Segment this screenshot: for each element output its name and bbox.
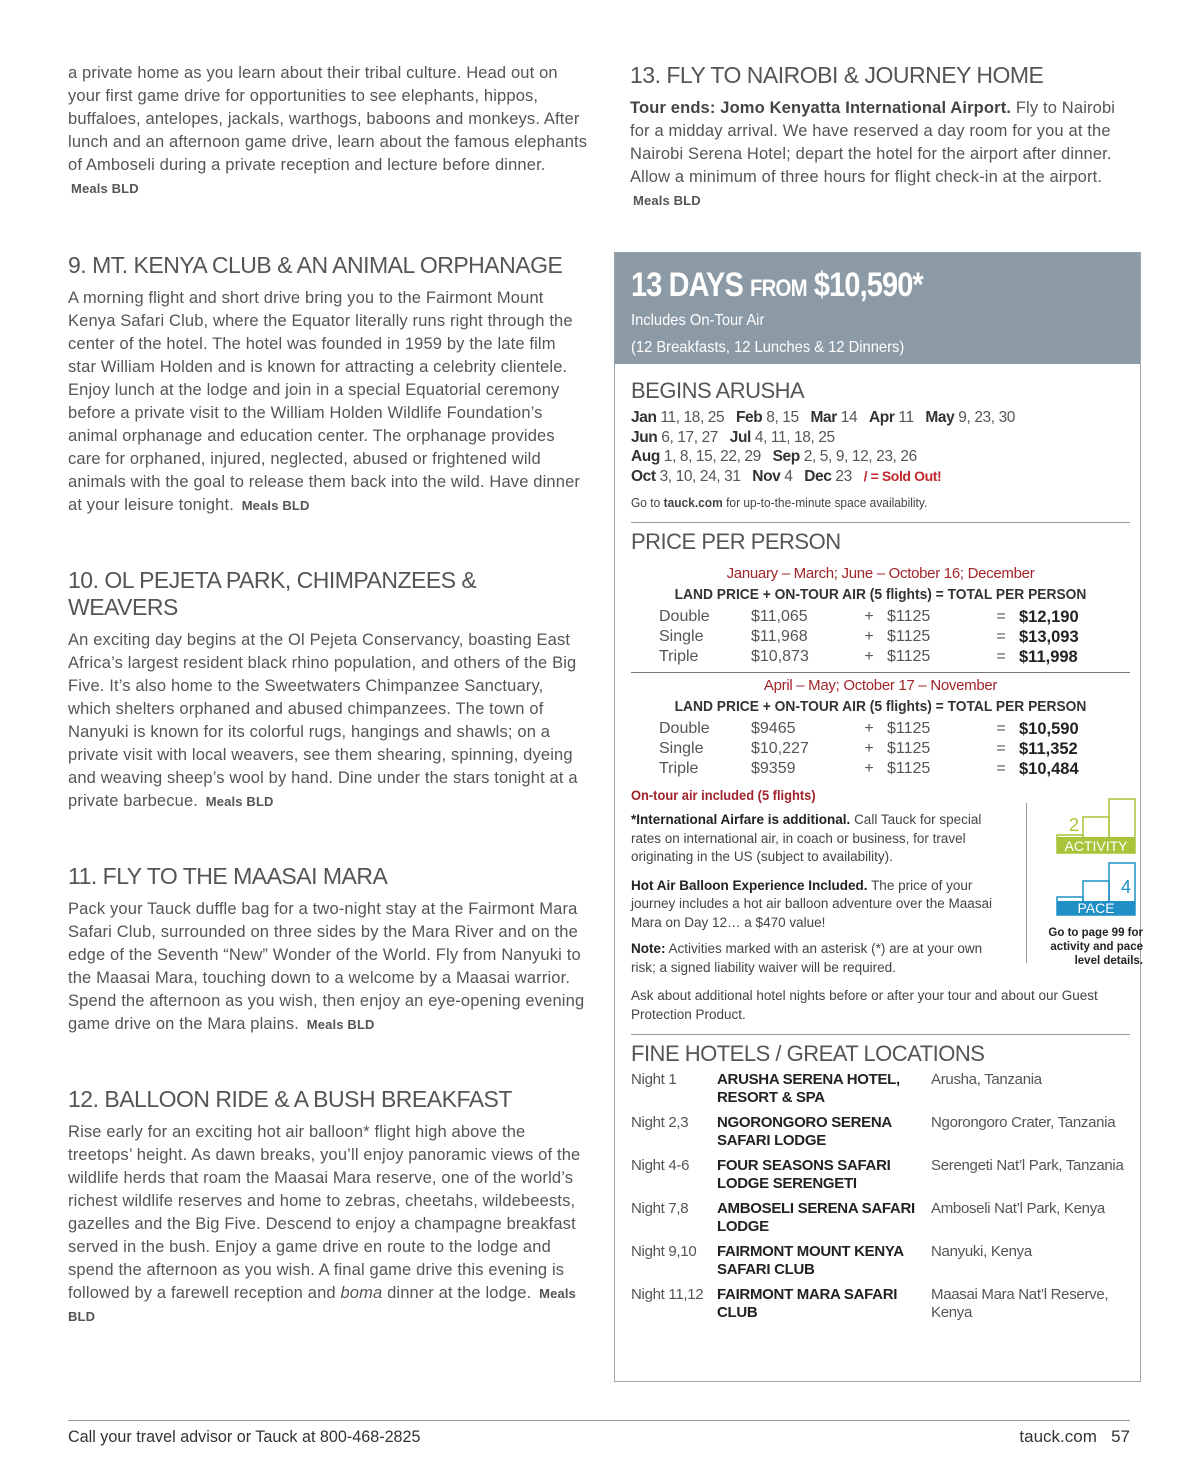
- price-cell-air: $1125: [887, 608, 931, 625]
- price-cell-total: $10,590: [1019, 720, 1079, 738]
- meals-label: Meals BLD: [68, 1286, 576, 1324]
- price-cell-total: $11,998: [1019, 648, 1078, 666]
- hotel-row: [631, 1157, 1130, 1200]
- day-12: [68, 1086, 588, 1328]
- price-cell-total: $11,352: [1019, 740, 1078, 758]
- price-cell-type: Single: [659, 740, 704, 757]
- hotel-row: [631, 1114, 1130, 1157]
- hotels-title: FINE HOTELS / GREAT LOCATIONS: [631, 1041, 985, 1066]
- day-12-text: Rise early for an exciting hot air balloon* flight high above the treetops’ height. As dawn breaks, you’ll enjoy panoramic views of the wildlife herds that roam the Maasai Mara reserve, one of the world’s richest wildlife reserves and home to zebras, cheetahs, wildebeests, gazelles and the Big Five. Descend to enjoy a champagne breakfast served in the bush. Enjoy a game drive en route to the lodge and spend the afternoon as you wish. A final game drive this evening is followed by a farewell reception and: [68, 1123, 581, 1302]
- price-cell-plus: +: [864, 740, 874, 757]
- price-cell-type: Single: [659, 628, 704, 645]
- meals-included: (12 Breakfasts, 12 Lunches & 12 Dinners): [631, 339, 905, 356]
- price-table-1: [659, 607, 1109, 667]
- air-included-note: On-tour air included (5 flights): [631, 787, 816, 803]
- pace-label: PACE: [1077, 900, 1115, 916]
- day-11: [68, 863, 588, 1036]
- pace-icon: [1057, 863, 1135, 916]
- price-table-header: LAND PRICE + ON-TOUR AIR (5 flights) = TOTAL PER PERSON: [674, 698, 1087, 715]
- hotel-night: Night 7,8: [631, 1200, 689, 1217]
- price-cell-plus: +: [864, 648, 874, 665]
- level-badges: [1045, 797, 1145, 968]
- hotel-loc: Amboseli Nat’l Park, Kenya: [931, 1200, 1105, 1217]
- hotel-hotel: NGORONGORO SERENA SAFARI LODGE: [717, 1114, 892, 1149]
- page-footer: [68, 1420, 1130, 1447]
- hotel-hotel: FAIRMONT MOUNT KENYA SAFARI CLUB: [717, 1243, 904, 1278]
- divider: [631, 1034, 1130, 1035]
- price-cell-total: $13,093: [1019, 628, 1079, 646]
- activity-level: 2: [1068, 815, 1080, 835]
- price-cell-land: $9359: [751, 760, 796, 777]
- departure-title: BEGINS ARUSHA: [631, 378, 805, 403]
- headline-price: 13 DAYS FROM $10,590*: [631, 266, 923, 304]
- day-10: [68, 567, 588, 813]
- price-cell-land: $11,968: [751, 628, 808, 645]
- hotel-night: Night 11,12: [631, 1286, 704, 1303]
- price-table-header: LAND PRICE + ON-TOUR AIR (5 flights) = TOTAL PER PERSON: [674, 586, 1087, 603]
- price-cell-air: $1125: [887, 740, 931, 757]
- balloon-note: Hot Air Balloon Experience Included. The price of your journey includes a hot air balloon adventure over the Maasai Mara on Day 12… a $470 value!: [631, 877, 992, 930]
- price-row: [659, 627, 1109, 647]
- meals-label: Meals BLD: [306, 1017, 375, 1032]
- price-cell-air: $1125: [887, 760, 931, 777]
- page-number: 57: [1111, 1427, 1130, 1446]
- hotel-hotel: AMBOSELI SERENA SAFARI LODGE: [717, 1200, 915, 1235]
- price-row: [659, 739, 1109, 759]
- price-cell-total: $12,190: [1019, 608, 1079, 626]
- price-cell-eq: =: [996, 720, 1006, 737]
- hotels-table: [631, 1071, 1130, 1329]
- day-11-title: 11. FLY TO THE MAASAI MARA: [68, 863, 388, 889]
- tauck-link[interactable]: tauck.com: [663, 495, 723, 510]
- price-cell-type: Triple: [659, 648, 699, 665]
- price-cell-land: $10,873: [751, 648, 809, 665]
- hotel-row: [631, 1200, 1130, 1243]
- price-cell-eq: =: [996, 648, 1006, 665]
- hotel-night: Night 1: [631, 1071, 677, 1088]
- price-cell-type: Triple: [659, 760, 699, 777]
- price-cell-land: $11,065: [751, 608, 808, 625]
- day-9: [68, 252, 588, 517]
- activity-pace-graphic: [1045, 797, 1145, 922]
- season-1: January – March; June – October 16; December: [726, 565, 1035, 582]
- day-11-text: Pack your Tauck duffle bag for a two-night stay at the Fairmont Mara Safari Club, surrounded on three sides by the Mara River and on the edge of the Seventh “New” Wonder of the World. Fly from Nanyuki to the Maasai Mara, touching down to a welcome by a Maasai warrior. Spend the afternoon as you wish, then enjoy an eye-opening evening game drive on the Mara plains.: [68, 900, 585, 1033]
- day-9-title: 9. MT. KENYA CLUB & AN ANIMAL ORPHANAGE: [68, 252, 563, 278]
- price-row: [659, 719, 1109, 739]
- hotel-loc: Maasai Mara Nat’l Reserve, Kenya: [931, 1286, 1109, 1321]
- price-title: PRICE PER PERSON: [631, 529, 841, 554]
- day-13: [630, 62, 1135, 212]
- departure-dates: Jan 11, 18, 25 Feb 8, 15 Mar 14 Apr 11 May 9, 23, 30 Jun 6, 17, 27 Jul 4, 11, 18, 25 Aug 1, 8, 15, 22, 29 Sep 2, 5, 9, 12, 23, 26 Oct 3, 10, 24, 31 Nov 4 Dec 23 / = Sold Out!: [631, 409, 1016, 485]
- price-cell-land: $9465: [751, 720, 796, 737]
- day-8-tail: [68, 62, 588, 200]
- hotel-row: [631, 1286, 1130, 1329]
- price-row: [659, 759, 1109, 779]
- hotel-hotel: ARUSHA SERENA HOTEL, RESORT & SPA: [717, 1071, 900, 1106]
- price-cell-eq: =: [996, 740, 1006, 757]
- divider: [631, 672, 1130, 673]
- tour-info-box: [614, 252, 1141, 1382]
- price-cell-type: Double: [659, 608, 710, 625]
- season-2: April – May; October 17 – November: [763, 677, 998, 694]
- price-cell-plus: +: [864, 608, 874, 625]
- price-cell-eq: =: [996, 760, 1006, 777]
- divider: [1026, 803, 1027, 963]
- day-13-text: Fly to Nairobi for a midday arrival. We have reserved a day room for you at the Nairobi Serena Hotel; depart the hotel for the airport after dinner. Allow a minimum of three hours for flight check-in at the airport.: [630, 99, 1116, 186]
- pace-level: 4: [1120, 877, 1131, 897]
- risk-note: Note: Activities marked with an asterisk (*) are at your own risk; a signed liability waiver will be required.: [631, 941, 983, 975]
- price-cell-type: Double: [659, 720, 710, 737]
- day-10-text: An exciting day begins at the Ol Pejeta Conservancy, boasting East Africa’s largest resident black rhino population, and others of the Big Five. It’s also home to the Sweetwaters Chimpanzee Sanctuary, which shelters orphaned and abused chimpanzees. The town of Nanyuki is known for its colorful rugs, hangings and shawls; on a private visit with local weavers, see them shearing, spinning, dyeing and weaving sheep’s wool by hand. Dine under the stars tonight at a private barbecue.: [68, 631, 578, 810]
- hotel-night: Night 4-6: [631, 1157, 690, 1174]
- price-cell-air: $1125: [887, 628, 931, 645]
- day-9-text: A morning flight and short drive bring you to the Fairmont Mount Kenya Safari Club, where the Equator literally runs right through the center of the hotel. The hotel was founded in 1959 by the late film star William Holden and is known for attracting a celebrity clientele. Enjoy lunch at the lodge and join in a special Equatorial ceremony before a private visit to the William Holden Wildlife Foundation’s animal orphanage and education center. The orphanage provides care for orphaned, injured, neglected, abused or frightened wild animals with the goal to release them back into the wild. Have dinner at your leisure tonight.: [68, 289, 581, 514]
- hotel-row: [631, 1071, 1130, 1114]
- activity-icon: [1057, 799, 1135, 854]
- price-row: [659, 607, 1109, 627]
- divider: [631, 522, 1130, 523]
- ask-note: Ask about additional hotel nights before or after your tour and about our Guest Protection Product.: [631, 988, 1098, 1022]
- price-cell-eq: =: [996, 608, 1006, 625]
- meals-label: Meals BLD: [633, 193, 701, 208]
- meals-label: Meals BLD: [71, 181, 139, 196]
- level-note: Go to page 99 for activity and pace level details.: [1048, 927, 1143, 967]
- price-table-2: [659, 719, 1109, 779]
- day-13-title: 13. FLY TO NAIROBI & JOURNEY HOME: [630, 62, 1044, 88]
- price-cell-eq: =: [996, 628, 1006, 645]
- meals-label: Meals BLD: [205, 794, 274, 809]
- availability-note: Go to tauck.com for up-to-the-minute space availability.: [631, 495, 928, 510]
- hotel-loc: Arusha, Tanzania: [931, 1071, 1042, 1088]
- right-column: [630, 62, 1135, 212]
- sold-out-legend: / = Sold Out!: [863, 467, 942, 484]
- hotel-loc: Ngorongoro Crater, Tanzania: [931, 1114, 1116, 1131]
- price-row: [659, 647, 1109, 667]
- intl-airfare-note: *International Airfare is additional. Call Tauck for special rates on international air, in coach or business, for travel originating in the US (subject to availability).: [631, 812, 982, 864]
- left-column: [68, 62, 588, 1328]
- day-13-lead: Tour ends: Jomo Kenyatta International Airport.: [630, 99, 1012, 117]
- footer-site-link[interactable]: tauck.com: [1019, 1427, 1097, 1446]
- price-cell-air: $1125: [887, 648, 931, 665]
- day-12-text-end: dinner at the lodge.: [387, 1284, 532, 1302]
- meals-label: Meals BLD: [241, 498, 310, 513]
- hotel-hotel: FAIRMONT MARA SAFARI CLUB: [717, 1286, 898, 1321]
- call-line: Call your travel advisor or Tauck at 800-468-2825: [68, 1427, 421, 1446]
- price-cell-land: $10,227: [751, 740, 809, 757]
- day-12-italic: boma: [340, 1284, 383, 1302]
- hotel-loc: Serengeti Nat’l Park, Tanzania: [931, 1157, 1124, 1174]
- hotel-loc: Nanyuki, Kenya: [931, 1243, 1032, 1260]
- price-cell-plus: +: [864, 628, 874, 645]
- includes-air: Includes On-Tour Air: [631, 312, 765, 329]
- price-cell-plus: +: [864, 720, 874, 737]
- price-cell-air: $1125: [887, 720, 931, 737]
- day-8-text: a private home as you learn about their tribal culture. Head out on your first game drive for opportunities to see elephants, hippos, buffaloes, antelopes, jackals, warthogs, baboons and monkeys. After lunch and an afternoon game drive, learn about the famous elephants of Amboseli during a private reception and lecture before dinner.: [68, 64, 588, 174]
- day-12-title: 12. BALLOON RIDE & A BUSH BREAKFAST: [68, 1086, 512, 1112]
- hotel-hotel: FOUR SEASONS SAFARI LODGE SERENGETI: [717, 1157, 891, 1192]
- price-header: [615, 253, 1140, 364]
- hotel-night: Night 9,10: [631, 1243, 697, 1260]
- hotel-row: [631, 1243, 1130, 1286]
- price-cell-total: $10,484: [1019, 760, 1079, 778]
- price-cell-plus: +: [864, 760, 874, 777]
- hotel-night: Night 2,3: [631, 1114, 689, 1131]
- day-10-title: 10. OL PEJETA PARK, CHIMPANZEES & WEAVERS: [68, 567, 477, 620]
- activity-label: ACTIVITY: [1064, 838, 1128, 854]
